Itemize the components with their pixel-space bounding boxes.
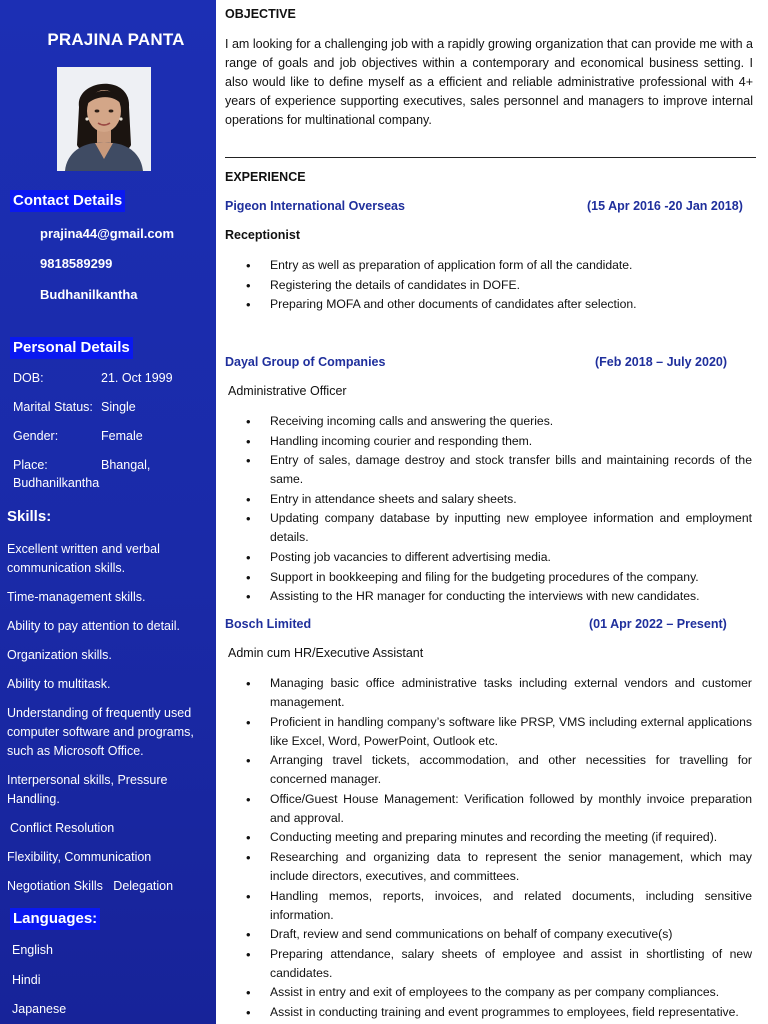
duty-item: • Preparing attendance, salary sheets of employee and assist in shortlisting of new candidates.	[270, 945, 752, 983]
gender-label: Gender:	[13, 429, 59, 443]
skill-item: Excellent written and verbal communication skills.	[7, 542, 160, 575]
duty-item: • Entry of sales, damage destroy and stock transfer bills and maintaining records of the same.	[270, 451, 752, 489]
duty-item: • Office/Guest House Management: Verification followed by monthly invoice preparation and approval.	[270, 790, 752, 828]
duty-item: • Entry in attendance sheets and salary sheets.	[270, 490, 752, 509]
skill-item: Conflict Resolution	[10, 821, 115, 835]
objective-heading: OBJECTIVE	[225, 7, 296, 21]
contact-details-heading: Contact Details	[10, 190, 125, 212]
job-role: Admin cum HR/Executive Assistant	[228, 646, 424, 660]
skill-item: Understanding of frequently used computer software and programs, such as Microsoft Office.	[7, 706, 194, 758]
skill-item: Time-management skills.	[7, 590, 146, 604]
profile-photo-graphic	[57, 67, 151, 171]
job-company: Pigeon International Overseas	[225, 199, 405, 213]
duty-item: • Assist in entry and exit of employees to the company as per company compliances.	[270, 983, 752, 1002]
contact-phone[interactable]: 9818589299	[40, 256, 113, 271]
personal-details-heading: Personal Details	[10, 337, 133, 359]
duty-item: • Proficient in handling company’s software like PRSP, VMS including external applications like Excel, Word, PowerPoint, Outlook etc.	[270, 713, 752, 751]
skills-heading: Skills:	[7, 508, 52, 525]
skill-item: Ability to pay attention to detail.	[7, 619, 181, 633]
duty-item: • Handling incoming courier and responding them.	[270, 432, 752, 451]
duty-item: • Assisting to the HR manager for conducting the interviews with new candidates.	[270, 587, 752, 606]
job-role: Administrative Officer	[228, 384, 347, 398]
dob-label: DOB:	[13, 371, 44, 385]
sidebar	[0, 0, 216, 1024]
job-dates: (15 Apr 2016 -20 Jan 2018)	[587, 199, 743, 213]
duty-item: • Updating company database by inputting new employee information and employment details.	[270, 509, 752, 547]
job-dates: (Feb 2018 – July 2020)	[595, 355, 728, 369]
duty-item: • Posting job vacancies to different advertising media.	[270, 548, 752, 567]
duty-item: • Receiving incoming calls and answering the queries.	[270, 412, 752, 431]
duty-item: • Conducting meeting and preparing minutes and recording the meeting (if required).	[270, 828, 752, 847]
candidate-name: PRAJINA PANTA	[47, 30, 185, 49]
duty-item: • Researching and organizing data to represent the senior management, which may include directors, executives, and committees.	[270, 848, 752, 886]
section-divider	[225, 157, 756, 158]
duty-item: • Assist in conducting training and event programmes to employees, field representative.	[270, 1003, 752, 1022]
place-value-line2: Budhanilkantha	[13, 476, 100, 490]
skill-item: Interpersonal skills, Pressure Handling.	[7, 773, 168, 806]
marital-status-value: Single	[101, 400, 136, 414]
language-item: English	[12, 943, 53, 957]
skill-item: Ability to multitask.	[7, 677, 111, 691]
place-value: Bhangal,	[101, 458, 151, 472]
duty-item: • Arranging travel tickets, accommodation, and other necessities for travelling for concerned manager.	[270, 751, 752, 789]
language-item: Hindi	[12, 973, 41, 987]
place-label: Place:	[13, 458, 48, 472]
language-item: Japanese	[12, 1002, 67, 1016]
skill-item: Flexibility, Communication	[7, 850, 152, 864]
duty-item: • Managing basic office administrative tasks including external vendors and customer management.	[270, 674, 752, 712]
experience-heading: EXPERIENCE	[225, 170, 306, 184]
job-duties-list	[270, 674, 752, 1023]
profile-photo	[57, 67, 151, 171]
dob-value: 21. Oct 1999	[101, 371, 173, 385]
duty-item: • Handling memos, reports, invoices, and related documents, including sensitive information.	[270, 887, 752, 925]
marital-status-label: Marital Status:	[13, 400, 93, 414]
job-dates: (01 Apr 2022 – Present)	[589, 617, 727, 631]
languages-heading: Languages:	[10, 908, 100, 930]
contact-email[interactable]: prajina44@gmail.com	[40, 226, 175, 241]
duty-item: • Entry as well as preparation of application form of all the candidate.	[270, 256, 752, 275]
gender-value: Female	[101, 429, 143, 443]
contact-address: Budhanilkantha	[40, 287, 138, 302]
job-duties-list	[270, 412, 752, 607]
duty-item: • Draft, review and send communications on behalf of company executive(s)	[270, 925, 752, 944]
duty-item: • Preparing MOFA and other documents of candidates after selection.	[270, 295, 752, 314]
main-content	[216, 0, 768, 1024]
job-role: Receptionist	[225, 228, 301, 242]
job-company: Bosch Limited	[225, 617, 312, 631]
duty-item: • Support in bookkeeping and filing for the budgeting procedures of the company.	[270, 568, 752, 587]
skill-item: Organization skills.	[7, 648, 112, 662]
duty-item: • Registering the details of candidates in DOFE.	[270, 276, 752, 295]
objective-text: I am looking for a challenging job with a rapidly growing organization that can provide me with a range of goals and job objectives within a contemporary and economical business setting. I also would like to define myself as a efficient and reliable administrative professional with 4+ years of experience supporting executives, sales personnel and managers to improve internal operations for multinational company.	[225, 37, 753, 127]
skill-item: Negotiation Skills Delegation	[7, 879, 174, 893]
job-company: Dayal Group of Companies	[225, 355, 386, 369]
job-duties-list	[270, 256, 752, 315]
